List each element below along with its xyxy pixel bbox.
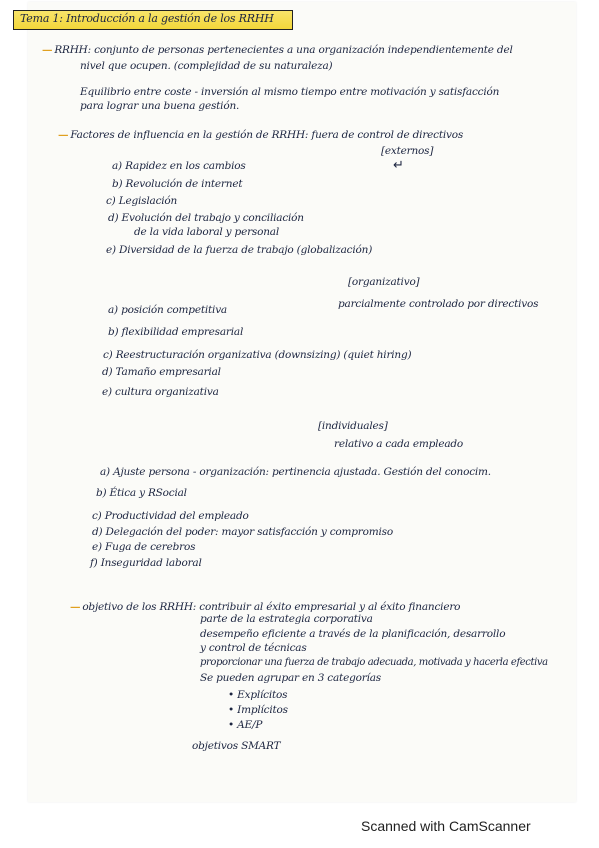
ind-item: c) Productividad del empleado (92, 510, 249, 522)
external-item: de la vida laboral y personal (134, 226, 279, 238)
ind-item: a) Ajuste persona - organización: pertinencia ajustada. Gestión del conocim. (100, 466, 491, 478)
objectives-line: Se pueden agrupar en 3 categorías (200, 672, 381, 684)
objectives-line: parte de la estrategia corporativa (200, 613, 373, 625)
intro-line-2: nivel que ocupen. (complejidad de su naturaleza) (80, 60, 333, 72)
organizativo-note: parcialmente controlado por directivos (338, 298, 539, 310)
org-item: b) flexibilidad empresarial (108, 326, 244, 338)
org-item: a) posición competitiva (108, 304, 227, 316)
intro-line-4: para lograr una buena gestión. (80, 100, 240, 112)
ind-item: e) Fuga de cerebros (92, 541, 196, 553)
objectives-line: desempeño eficiente a través de la planificación, desarrollo (200, 628, 506, 640)
objectives-line: y control de técnicas (200, 642, 307, 654)
org-item: c) Reestructuración organizativa (downsizing) (quiet hiring) (103, 349, 412, 361)
organizativo-tag: [organizativo] (348, 276, 420, 288)
external-item: c) Legislación (106, 195, 178, 207)
page-title: Tema 1: Introducción a la gestión de los RRHH (20, 12, 274, 25)
intro-line-1 (42, 44, 513, 56)
factors-heading-text: Factores de influencia en la gestión de RRHH: fuera de control de directivos (70, 129, 464, 141)
ind-item: b) Ética y RSocial (96, 487, 187, 499)
factors-heading (58, 129, 463, 141)
intro-text-1: RRHH: conjunto de personas pertenecientes a una organización independientemente del (54, 44, 513, 56)
org-item: e) cultura organizativa (102, 386, 219, 398)
return-arrow-icon: ↵ (393, 158, 404, 173)
external-item: e) Diversidad de la fuerza de trabajo (globalización) (106, 244, 373, 256)
category-item: • AE/P (228, 719, 263, 731)
bullet-dash: — (58, 129, 69, 141)
externos-tag: [externos] (381, 145, 434, 157)
ind-item: d) Delegación del poder: mayor satisfacción y compromiso (92, 526, 393, 538)
objectives-heading-text: objetivo de los RRHH: contribuir al éxito empresarial y al éxito financiero (82, 601, 461, 613)
external-item: a) Rapidez en los cambios (112, 160, 246, 172)
individuales-note: relativo a cada empleado (334, 438, 464, 450)
objectives-heading (70, 601, 460, 613)
org-item: d) Tamaño empresarial (102, 366, 221, 378)
intro-line-3: Equilibrio entre coste - inversión al mismo tiempo entre motivación y satisfacción (80, 86, 500, 98)
bullet-dash: — (42, 44, 53, 56)
bullet-dash: — (70, 601, 81, 613)
external-item: d) Evolución del trabajo y conciliación (108, 212, 304, 224)
individuales-tag: [individuales] (318, 420, 388, 432)
category-item: • Explícitos (228, 689, 288, 701)
external-item: b) Revolución de internet (112, 178, 243, 190)
camscanner-watermark: Scanned with CamScanner (361, 818, 531, 834)
smart-objectives: objetivos SMART (192, 740, 281, 752)
objectives-line: proporcionar una fuerza de trabajo adecuada, motivada y hacerla efectiva (200, 657, 548, 668)
category-item: • Implícitos (228, 704, 288, 716)
ind-item: f) Inseguridad laboral (90, 557, 202, 569)
